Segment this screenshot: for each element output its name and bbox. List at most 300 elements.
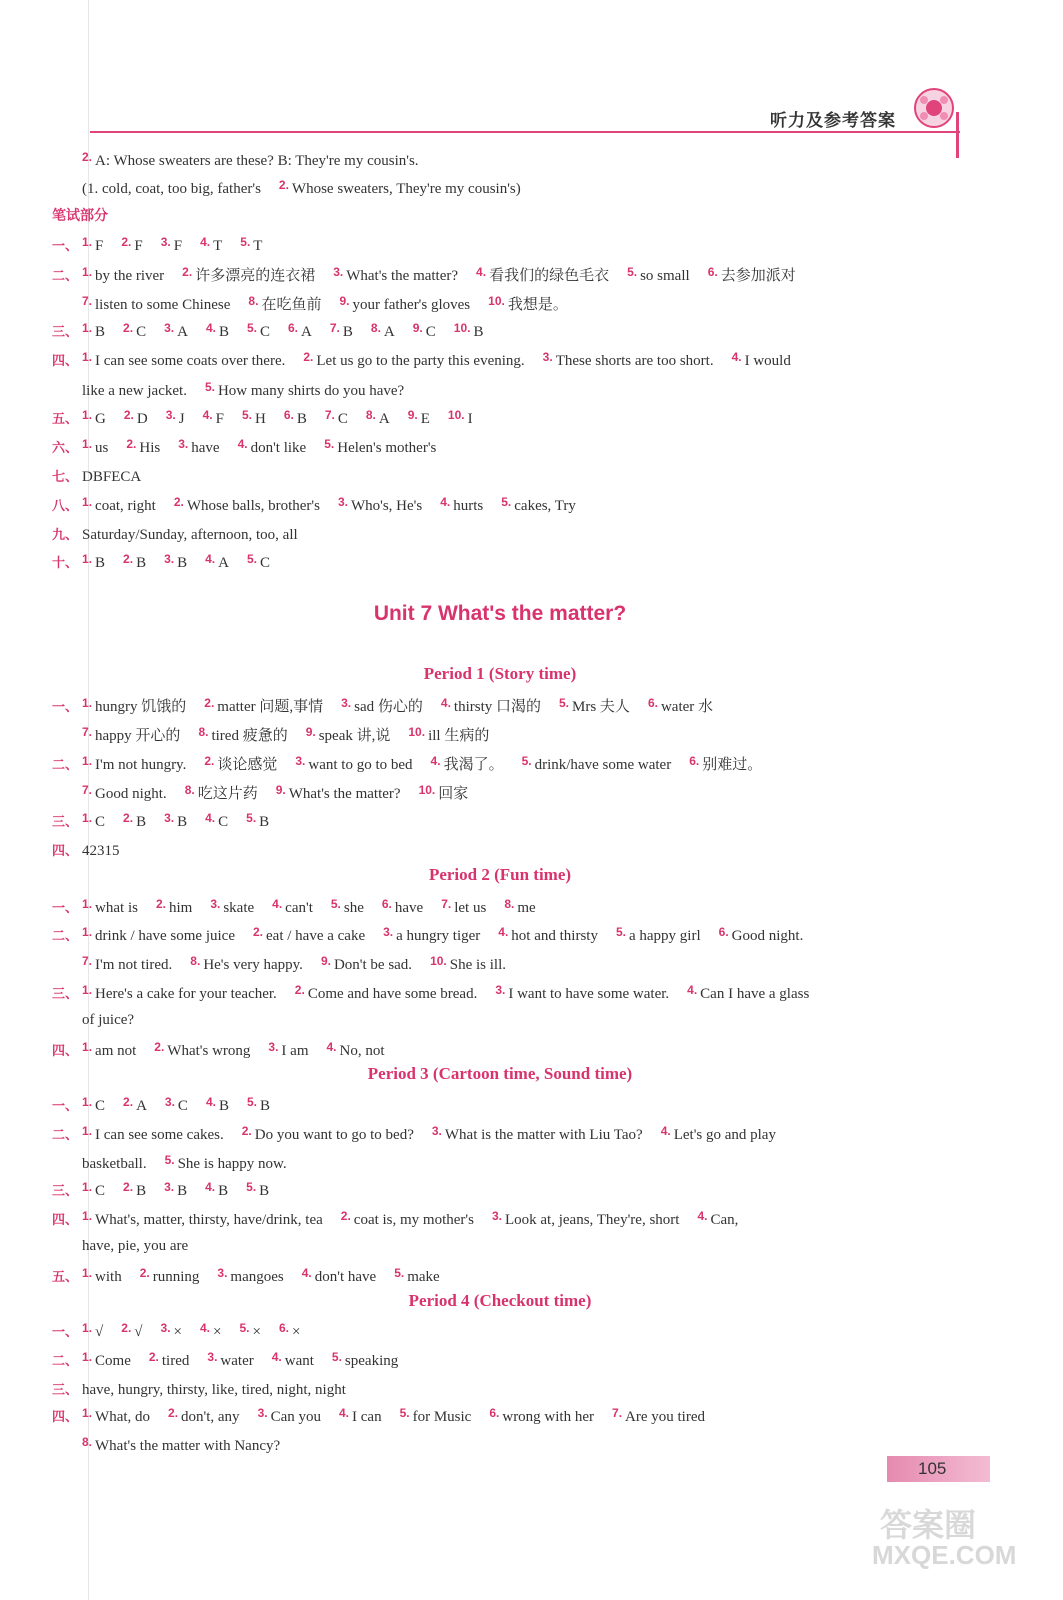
item-number: 4.: [339, 1406, 350, 1420]
item-number: 1.: [82, 495, 93, 509]
item-number: 2.: [123, 408, 134, 422]
item-number: 4.: [440, 696, 451, 710]
section-number: 一、: [52, 700, 79, 715]
answer-text: D: [136, 411, 148, 427]
answer-line: [82, 293, 586, 314]
section-number: 二、: [52, 929, 79, 944]
section-number: 四、: [52, 354, 79, 369]
answer-line: [52, 437, 454, 457]
item-number: 8.: [365, 408, 376, 422]
item-number: 6.: [707, 265, 718, 279]
item-number: 1.: [82, 1350, 93, 1364]
answer-text: She is ill.: [449, 957, 507, 973]
answer-text: T: [253, 238, 263, 254]
answer-text: want: [284, 1353, 314, 1369]
answer-text: C: [95, 814, 106, 830]
section-number: 二、: [52, 269, 79, 284]
answer-text: H: [254, 411, 266, 427]
section-number: 三、: [52, 1383, 79, 1398]
item-number: 2.: [123, 1095, 134, 1109]
answer-text: hurts: [453, 498, 484, 514]
item-number: 3.: [491, 1209, 502, 1223]
answer-text: What, do: [95, 1409, 151, 1425]
header-tick: [956, 112, 959, 158]
item-number: 3.: [333, 265, 344, 279]
item-number: 4.: [271, 1350, 282, 1364]
answer-line: [52, 321, 501, 341]
item-number: 4.: [272, 897, 283, 911]
answer-text: tired 疲惫的: [211, 728, 288, 744]
answer-text: C: [136, 324, 147, 340]
section-number: 九、: [52, 528, 79, 543]
answer-text: cakes, Try: [514, 498, 576, 514]
answer-text: √: [95, 1324, 104, 1340]
answer-text: Saturday/Sunday, afternoon, too, all: [82, 527, 298, 543]
item-number: 2.: [148, 1350, 159, 1364]
unit-title: Unit 7 What's the matter?: [373, 602, 627, 625]
item-number: 5.: [164, 1153, 175, 1167]
answer-line: [82, 954, 524, 974]
period-title: Period 1 (Story time): [423, 664, 577, 683]
answer-text: A: [383, 324, 395, 340]
item-number: 3.: [160, 1321, 171, 1335]
answer-line: [52, 1266, 458, 1286]
item-number: 2.: [253, 925, 264, 939]
item-number: 3.: [217, 1266, 228, 1280]
answer-line: [52, 1350, 416, 1370]
answer-text: by the river: [95, 268, 165, 284]
item-number: 9.: [407, 408, 418, 422]
item-number: 2.: [155, 897, 166, 911]
answer-text: a happy girl: [628, 928, 701, 944]
answer-line: [52, 983, 827, 1003]
answer-text: DBFECA: [82, 469, 142, 485]
section-number: 一、: [52, 239, 79, 254]
answer-text: I would: [744, 353, 791, 369]
section-number: 十、: [52, 556, 79, 571]
item-number: 4.: [687, 983, 698, 997]
section-number: 四、: [52, 1044, 79, 1059]
item-number: 7.: [612, 1406, 623, 1420]
answer-text: He's very happy.: [203, 957, 303, 973]
item-number: 3.: [160, 235, 171, 249]
answer-text: running: [152, 1269, 200, 1285]
section-number: 三、: [52, 325, 79, 340]
period-title: Period 2 (Fun time): [428, 865, 572, 884]
item-number: 7.: [329, 321, 340, 335]
answer-text: sad 伤心的: [354, 699, 423, 715]
answer-text: She is happy now.: [177, 1156, 287, 1172]
answer-text: C: [95, 1098, 106, 1114]
item-number: 4.: [202, 408, 213, 422]
item-number: 9.: [275, 783, 286, 797]
decorative-flower-icon: [912, 86, 956, 130]
item-number: 6.: [689, 754, 700, 768]
section-number: 二、: [52, 1128, 79, 1143]
item-number: 9.: [412, 321, 423, 335]
item-number: 5.: [394, 1266, 405, 1280]
item-number: 1.: [82, 1266, 93, 1280]
item-number: 3.: [178, 437, 189, 451]
answer-line: [52, 753, 780, 774]
answer-text: Good night.: [731, 928, 804, 944]
answer-text: I: [467, 411, 473, 427]
item-number: 6.: [288, 321, 299, 335]
item-number: 1.: [82, 925, 93, 939]
page-number: 105: [918, 1459, 947, 1478]
item-number: 1.: [82, 696, 93, 710]
item-number: 5.: [331, 1350, 342, 1364]
answer-text: I can see some coats over there.: [95, 353, 286, 369]
item-number: 5.: [330, 897, 341, 911]
answer-text: B: [342, 324, 353, 340]
item-number: 1.: [82, 1406, 93, 1420]
answer-line: [52, 408, 491, 428]
item-number: 5.: [246, 321, 257, 335]
answer-line: [52, 495, 594, 515]
answer-text: B: [136, 1183, 147, 1199]
answer-line: [82, 1012, 152, 1029]
item-number: 5.: [627, 265, 638, 279]
answer-text: have, pie, you are: [82, 1238, 189, 1254]
answer-text: with: [95, 1269, 122, 1285]
answer-line: [52, 1180, 287, 1200]
answer-text: B: [177, 1183, 188, 1199]
item-number: 1.: [82, 1321, 93, 1335]
answer-text: ×: [252, 1324, 261, 1340]
answer-line: [52, 811, 287, 831]
answer-text: C: [259, 324, 270, 340]
answer-line: [82, 782, 486, 803]
answer-text: 吃这片药: [197, 786, 258, 802]
answer-line: $^{2.}$ A: Whose sweaters are these? B: They're my cousin's.: [82, 150, 419, 169]
item-number: 1.: [82, 983, 93, 997]
section-number: 五、: [52, 412, 79, 427]
answer-line: [52, 840, 138, 860]
answer-text: A: [218, 555, 229, 571]
answer-text: have: [394, 900, 424, 916]
answer-text: What's the matter?: [346, 268, 459, 284]
answer-text: ×: [213, 1324, 222, 1340]
answer-text: mangoes: [230, 1269, 284, 1285]
answer-text: B: [218, 1183, 229, 1199]
answer-line: [52, 1379, 364, 1399]
written-section-label: 笔试部分: [52, 208, 108, 224]
answer-text: Who's, He's: [350, 498, 423, 514]
answer-text: 回家: [438, 786, 469, 802]
item-number: 7.: [82, 954, 93, 968]
item-number: 3.: [164, 1180, 175, 1194]
answer-text: 我想是。: [507, 297, 568, 313]
item-number: 5.: [240, 235, 251, 249]
item-number: 1.: [82, 408, 93, 422]
item-number: 9.: [339, 294, 350, 308]
answer-text: C: [177, 1098, 188, 1114]
answer-text: A: [177, 324, 188, 340]
answer-line: [52, 235, 280, 255]
answer-line: [82, 1435, 298, 1455]
item-number: 1.: [82, 552, 93, 566]
answer-text: hungry 饥饿的: [95, 699, 187, 715]
answer-text: don't, any: [181, 1409, 240, 1425]
answer-text: His: [139, 440, 161, 456]
answer-text: B: [177, 814, 188, 830]
item-number: 5.: [246, 552, 257, 566]
answer-text: E: [420, 411, 430, 427]
answer-text: A: [378, 411, 390, 427]
item-number: 7.: [82, 725, 93, 739]
item-number: 9.: [320, 954, 331, 968]
item-number: 1.: [82, 811, 93, 825]
item-number: 6.: [489, 1406, 500, 1420]
item-number: 5.: [241, 408, 252, 422]
section-number: 三、: [52, 815, 79, 830]
answer-text: 谈论感觉: [217, 757, 278, 773]
answer-text: 我渴了。: [443, 757, 504, 773]
answer-text: water: [220, 1353, 254, 1369]
answer-text: √: [134, 1324, 143, 1340]
answer-text: coat, right: [95, 498, 156, 514]
answer-text: B: [218, 324, 229, 340]
answer-text: 在吃鱼前: [261, 297, 322, 313]
answer-text: B: [473, 324, 484, 340]
item-number: 5.: [246, 1180, 257, 1194]
item-number: 2.: [204, 754, 215, 768]
answer-text: your father's gloves: [352, 297, 471, 313]
answer-text: What is the matter with Liu Tao?: [444, 1127, 643, 1143]
watermark-url: MXQE.COM: [872, 1540, 1017, 1570]
answer-text: What's wrong: [167, 1043, 251, 1059]
answer-text: F: [215, 411, 224, 427]
answer-line: [82, 1153, 305, 1173]
answer-text: 看我们的绿色毛衣: [489, 268, 610, 284]
answer-line: [52, 264, 814, 285]
answer-text: ×: [173, 1324, 182, 1340]
item-number: 7.: [82, 783, 93, 797]
item-number: 8.: [190, 954, 201, 968]
item-number: 1.: [82, 350, 93, 364]
answer-text: I can: [352, 1409, 382, 1425]
answer-text: listen to some Chinese: [95, 297, 231, 313]
item-number: 4.: [697, 1209, 708, 1223]
answer-text: us: [95, 440, 109, 456]
answer-text: so small: [640, 268, 690, 284]
answer-text: C: [259, 555, 270, 571]
period-title: Period 3 (Cartoon time, Sound time): [367, 1064, 633, 1083]
answer-text: 许多漂亮的连衣裙: [195, 268, 316, 284]
item-number: 5.: [521, 754, 532, 768]
section-number: 四、: [52, 1213, 79, 1228]
answer-text: have, hungry, thirsty, like, tired, night, night: [82, 1382, 346, 1398]
period-title: Period 4 (Checkout time): [408, 1291, 592, 1310]
item-number: 4.: [200, 1321, 211, 1335]
answer-text: ill 生病的: [428, 728, 490, 744]
answer-text: Helen's mother's: [337, 440, 437, 456]
item-number: 10.: [418, 783, 436, 797]
answer-text: What's, matter, thirsty, have/drink, tea: [95, 1212, 323, 1228]
item-number: 9.: [305, 725, 316, 739]
item-number: 10.: [408, 725, 426, 739]
item-number: 5.: [324, 437, 335, 451]
answer-text: B: [218, 1098, 229, 1114]
section-number: 三、: [52, 1184, 79, 1199]
item-number: 4.: [440, 495, 451, 509]
answer-text: Can I have a glass: [700, 986, 810, 1002]
item-number: 5.: [399, 1406, 410, 1420]
answer-text: G: [95, 411, 106, 427]
answer-text: Do you want to go to bed?: [254, 1127, 414, 1143]
item-number: 10.: [430, 954, 447, 968]
answer-text: 42315: [82, 843, 120, 859]
answer-text: have: [191, 440, 220, 456]
answer-text: B: [259, 814, 270, 830]
answer-text: can't: [285, 900, 313, 916]
item-number: 8.: [82, 1435, 93, 1449]
answer-text: F: [134, 238, 143, 254]
answer-text: What's the matter with Nancy?: [95, 1438, 281, 1454]
item-number: 10.: [447, 408, 465, 422]
answer-line: [52, 524, 316, 544]
answer-line: [52, 1406, 723, 1426]
item-number: 3.: [165, 408, 176, 422]
item-number: 2.: [241, 1124, 252, 1138]
answer-text: F: [95, 238, 104, 254]
item-number: 3.: [431, 1124, 442, 1138]
answer-text: wrong with her: [502, 1409, 595, 1425]
item-number: 6.: [718, 925, 729, 939]
section-number: 一、: [52, 1099, 79, 1114]
answer-line: (1. cold, coat, too big, father's $^{2.}$ Whose sweaters, They're my cousin's): [82, 178, 521, 197]
answer-text: I'm not tired.: [95, 957, 173, 973]
answer-text: I'm not hungry.: [95, 757, 187, 773]
answer-line: [52, 925, 821, 945]
answer-line: [82, 380, 422, 400]
item-number: 2.: [121, 1321, 132, 1335]
header-rule: [90, 131, 960, 133]
item-number: 3.: [164, 552, 175, 566]
item-number: 5.: [246, 811, 257, 825]
answer-text: B: [95, 555, 106, 571]
item-number: 2.: [154, 1040, 165, 1054]
answer-text: a hungry tiger: [396, 928, 481, 944]
answer-text: ×: [291, 1324, 301, 1340]
item-number: 3.: [542, 350, 553, 364]
item-number: 3.: [295, 754, 306, 768]
answer-text: let us: [454, 900, 487, 916]
answer-text: I can see some cakes.: [95, 1127, 224, 1143]
item-number: 4.: [205, 811, 216, 825]
item-number: 3.: [495, 983, 506, 997]
answer-text: me: [517, 900, 536, 916]
answer-text: she: [343, 900, 364, 916]
answer-line: [82, 1238, 206, 1255]
answer-text: T: [213, 238, 223, 254]
answer-text: skate: [223, 900, 255, 916]
item-number: 1.: [82, 321, 93, 335]
item-number: 2.: [126, 437, 137, 451]
item-number: 8.: [184, 783, 195, 797]
answer-text: of juice?: [82, 1012, 135, 1028]
item-number: 1.: [82, 437, 93, 451]
item-number: 8.: [198, 725, 209, 739]
answer-text: No, not: [339, 1043, 385, 1059]
item-number: 2.: [139, 1266, 150, 1280]
answer-text: Can you: [270, 1409, 321, 1425]
item-number: 1.: [82, 1124, 93, 1138]
answer-text: hot and thirsty: [511, 928, 598, 944]
item-number: 4.: [476, 265, 487, 279]
answer-text: don't have: [314, 1269, 377, 1285]
watermark: 答案圈: [880, 1507, 977, 1543]
answer-line: [52, 695, 731, 716]
answer-line: [52, 1124, 794, 1144]
answer-text: Don't be sad.: [333, 957, 413, 973]
item-number: 4.: [326, 1040, 337, 1054]
item-number: 7.: [441, 897, 452, 911]
item-number: 6.: [381, 897, 392, 911]
answer-text: B: [177, 555, 188, 571]
answer-line: [52, 1040, 403, 1060]
answer-text: Come: [95, 1353, 131, 1369]
answer-text: Come and have some bread.: [307, 986, 478, 1002]
answer-text: Look at, jeans, They're, short: [504, 1212, 680, 1228]
answer-text: basketball.: [82, 1156, 147, 1172]
section-number: 一、: [52, 1325, 79, 1340]
item-number: 1.: [82, 1209, 93, 1223]
answer-text: Are you tired: [625, 1409, 706, 1425]
item-number: 5.: [615, 925, 626, 939]
answer-text: matter 问题,事情: [217, 699, 324, 715]
answer-text: Here's a cake for your teacher.: [95, 986, 277, 1002]
answer-line: [52, 897, 554, 917]
item-number: 4.: [498, 925, 509, 939]
answer-text: speak 讲,说: [318, 728, 391, 744]
item-number: 1.: [82, 1040, 93, 1054]
section-number: 八、: [52, 499, 79, 514]
item-number: 3.: [383, 925, 394, 939]
item-number: 7.: [82, 294, 93, 308]
answer-line: [52, 350, 809, 370]
item-number: 7.: [324, 408, 335, 422]
answer-text: B: [296, 411, 307, 427]
section-number: 五、: [52, 1270, 79, 1285]
answer-line: [52, 1209, 756, 1229]
answer-text: make: [407, 1269, 440, 1285]
answer-text: tired: [161, 1353, 190, 1369]
answer-text: 去参加派对: [720, 268, 796, 284]
answer-text: F: [173, 238, 183, 254]
item-number: 2.: [182, 265, 193, 279]
item-number: 5.: [246, 1095, 257, 1109]
item-number: 1.: [82, 1095, 93, 1109]
answer-text: Let's go and play: [673, 1127, 776, 1143]
answer-text: eat / have a cake: [266, 928, 366, 944]
item-number: 5.: [204, 380, 215, 394]
answer-text: like a new jacket.: [82, 383, 187, 399]
answer-text: B: [136, 555, 147, 571]
section-number: 二、: [52, 1354, 79, 1369]
answer-text: drink/have some water: [534, 757, 672, 773]
item-number: 3.: [164, 811, 175, 825]
item-number: 2.: [123, 552, 134, 566]
answer-text: drink / have some juice: [95, 928, 235, 944]
answer-text: I am: [281, 1043, 309, 1059]
answer-text: coat is, my mother's: [353, 1212, 474, 1228]
header-title: 听力及参考答案: [770, 111, 896, 131]
page-header: [0, 0, 1063, 140]
answer-text: B: [136, 814, 147, 830]
section-number: 四、: [52, 844, 79, 859]
